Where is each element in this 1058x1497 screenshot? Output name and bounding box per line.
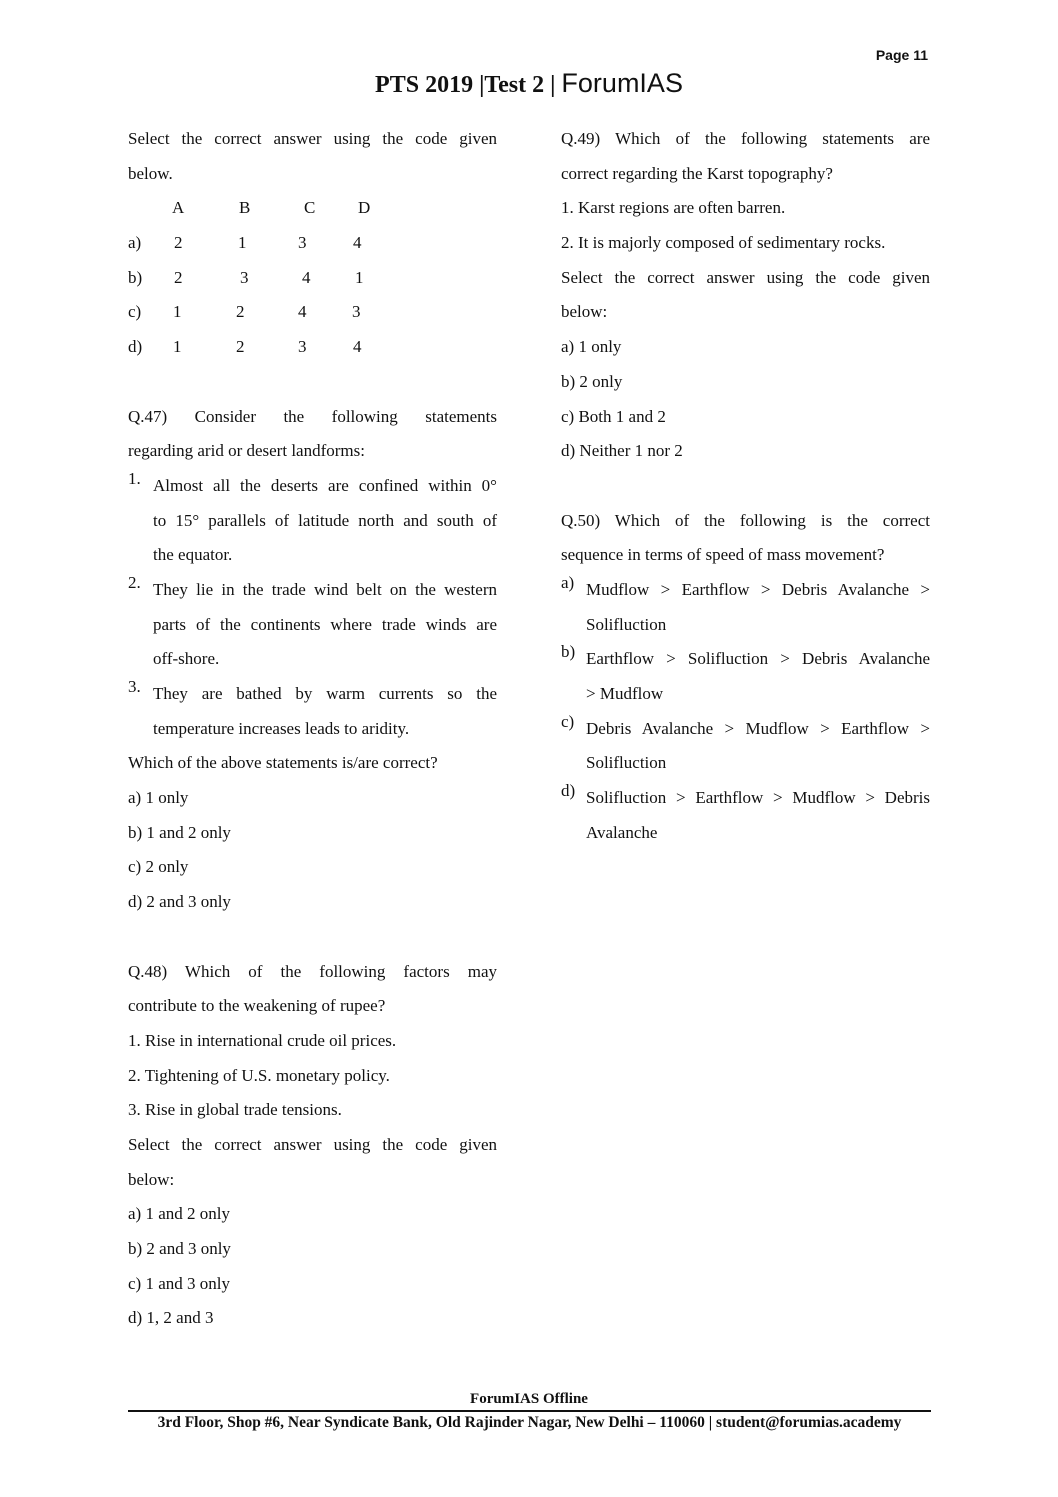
intro-line: below.	[128, 163, 173, 183]
answer-option: c) 2 only	[128, 857, 189, 877]
header-title: PTS 2019 |Test 2 |	[375, 72, 556, 98]
answer-option: b) 2 and 3 only	[128, 1239, 231, 1258]
page-header	[0, 68, 1058, 99]
statement-line: to 15° parallels of latitude north and south of	[153, 510, 497, 530]
left-column	[128, 122, 497, 1336]
table-cell: 3	[298, 233, 307, 253]
answer-option: d) 2 and 3 only	[128, 892, 231, 912]
statement-marker: 3.	[128, 677, 141, 696]
option-line: > Mudflow	[586, 684, 664, 703]
match-table-row	[128, 226, 497, 261]
statement-line: 1. Rise in international crude oil prices.	[128, 1030, 397, 1050]
footer-title: ForumIAS Offline	[470, 1391, 588, 1407]
option-line: Mudflow > Earthflow > Debris Avalanche >	[586, 579, 930, 599]
question-stem: regarding arid or desert landforms:	[128, 441, 365, 461]
answer-option: d) Neither 1 nor 2	[561, 441, 683, 461]
statement-line: They are bathed by warm currents so the	[153, 684, 497, 703]
answer-option	[561, 642, 930, 711]
question-stem: sequence in terms of speed of mass movement?	[561, 545, 885, 565]
match-table-row	[128, 330, 497, 365]
match-table-row	[128, 261, 497, 296]
table-cell: 1	[173, 302, 182, 322]
table-option: d)	[128, 337, 143, 357]
option-marker: a)	[561, 572, 575, 592]
answer-option: a) 1 only	[561, 337, 622, 357]
statement-marker: 1.	[128, 468, 141, 488]
statement-item	[128, 469, 497, 573]
table-option: c)	[128, 302, 142, 322]
statement-line: parts of the continents where trade winds are	[153, 614, 497, 634]
table-option: b)	[128, 267, 143, 287]
statement-line: 3. Rise in global trade tensions.	[128, 1100, 342, 1120]
option-line: Solifluction	[586, 753, 667, 773]
table-cell: 1	[355, 267, 364, 287]
option-marker: b)	[561, 642, 576, 662]
table-cell: 2	[236, 302, 245, 322]
answer-option	[561, 573, 930, 642]
option-line: Debris Avalanche > Mudflow > Earthflow >	[586, 718, 930, 738]
select-instruction: below:	[561, 302, 608, 322]
table-cell: 4	[353, 233, 362, 253]
table-header-cell: D	[358, 198, 371, 218]
option-line: Solifluction > Earthflow > Mudflow > Debris	[586, 788, 930, 808]
option-line: Earthflow > Solifluction > Debris Avalanche	[586, 649, 930, 669]
table-cell: 4	[353, 337, 362, 357]
statement-line: temperature increases leads to aridity.	[153, 718, 410, 738]
select-instruction: below:	[128, 1169, 175, 1189]
question-stem: contribute to the weakening of rupee?	[128, 996, 386, 1016]
footer-address: 3rd Floor, Shop #6, Near Syndicate Bank, Old Rajinder Nagar, New Delhi – 110060 | student@forumias.academy	[157, 1414, 902, 1431]
statement-line: 2. It is majorly composed of sedimentary rocks.	[561, 233, 886, 253]
answer-option	[561, 712, 930, 781]
statement-item	[128, 677, 497, 746]
statement-marker: 2.	[128, 572, 141, 592]
table-header-cell: C	[304, 198, 316, 218]
answer-option: b) 1 and 2 only	[128, 822, 231, 842]
footer-divider	[128, 1410, 931, 1412]
table-cell: 1	[173, 337, 182, 357]
header-brand: ForumIAS	[561, 68, 683, 98]
table-cell: 2	[236, 337, 245, 357]
statement-line: 1. Karst regions are often barren.	[561, 198, 786, 218]
table-cell: 3	[352, 302, 361, 322]
match-table-row	[128, 295, 497, 330]
page-number: Page 11	[875, 47, 928, 63]
question-stem: Q.50) Which of the following is the correct	[561, 510, 930, 530]
option-line: Avalanche	[586, 822, 658, 842]
answer-option	[561, 781, 930, 850]
intro-line: Select the correct answer using the code given	[128, 129, 497, 148]
question-stem: Q.49) Which of the following statements are	[561, 129, 930, 148]
answer-option: a) 1 only	[128, 788, 189, 808]
question-stem: Q.48) Which of the following factors may	[128, 961, 497, 981]
select-instruction: Select the correct answer using the code given	[561, 267, 930, 287]
statement-item	[128, 573, 497, 677]
question-prompt: Which of the above statements is/are correct?	[128, 753, 438, 773]
answer-option: d) 1, 2 and 3	[128, 1308, 214, 1328]
statement-line: 2. Tightening of U.S. monetary policy.	[128, 1065, 390, 1085]
answer-option: a) 1 and 2 only	[128, 1204, 230, 1224]
table-header-cell: B	[239, 198, 251, 218]
select-instruction: Select the correct answer using the code given	[128, 1134, 497, 1154]
table-option: a)	[128, 233, 142, 253]
statement-line: off-shore.	[153, 649, 220, 669]
statement-line: They lie in the trade wind belt on the western	[153, 579, 497, 599]
option-marker: c)	[561, 711, 575, 731]
answer-option: c) 1 and 3 only	[128, 1273, 230, 1293]
option-marker: d)	[561, 781, 576, 801]
answer-option: b) 2 only	[561, 371, 623, 391]
option-line: Solifluction	[586, 614, 667, 634]
table-cell: 4	[298, 302, 307, 322]
table-header-cell: A	[172, 198, 185, 218]
table-cell: 3	[298, 337, 307, 357]
table-cell: 4	[302, 267, 311, 287]
table-cell: 1	[238, 233, 247, 253]
match-table-header	[128, 191, 497, 226]
table-cell: 2	[174, 233, 183, 253]
statement-line: the equator.	[153, 545, 233, 565]
table-cell: 3	[240, 267, 249, 287]
right-column	[561, 122, 930, 850]
question-stem: correct regarding the Karst topography?	[561, 163, 833, 183]
statement-line: Almost all the deserts are confined within 0°	[153, 475, 497, 495]
answer-option: c) Both 1 and 2	[561, 406, 666, 426]
table-cell: 2	[174, 267, 183, 287]
question-stem: Q.47) Consider the following statements	[128, 406, 497, 426]
